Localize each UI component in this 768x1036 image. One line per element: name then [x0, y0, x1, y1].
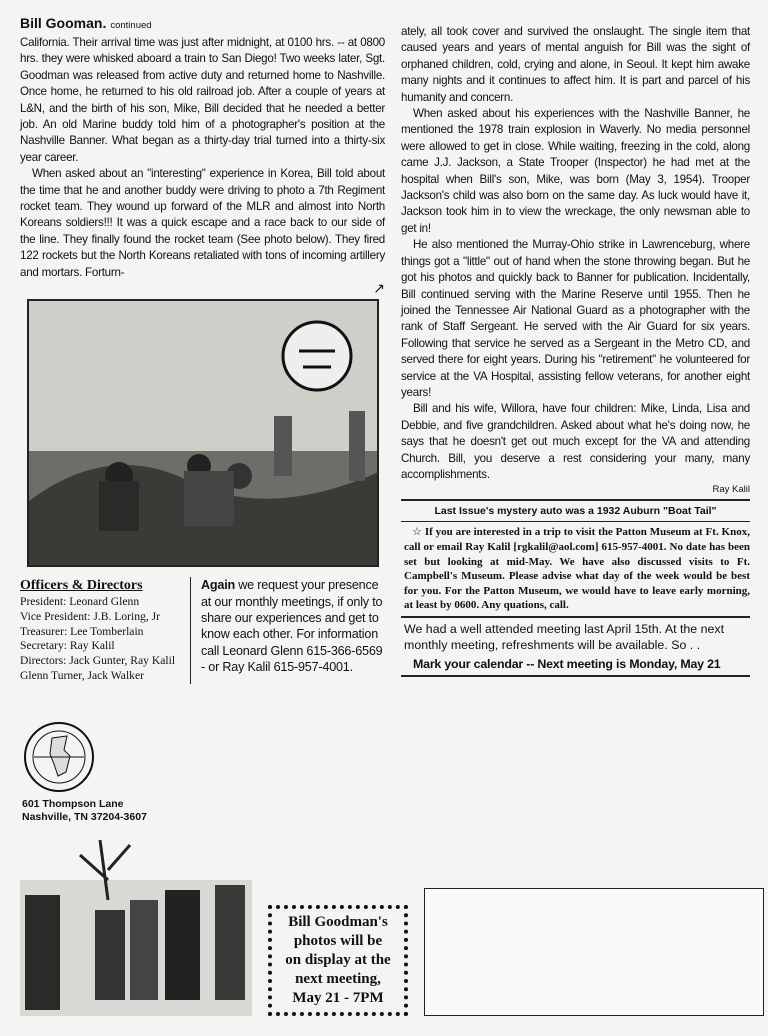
address	[22, 798, 750, 824]
request-text: we request your presence at our monthly meetings, if only to share our experiences and get to know each other. For information call Leonard Glenn 615-366-6569 - or Ray Kalil 615-957-4001.	[201, 578, 383, 675]
paragraph: He also mentioned the Murray-Ohio strike in Lawrenceburg, where things got a "little" out of hand when the stone throwing began. But he got his photos and quickly back to Banner for publication. Incidentally, Bill continued serving with the Marine Reserve until 1955. Then he joined the Tennessee Air National Guard as a photographer with the rank of Staff Sergeant. He served with the Air Guard for six years. Following that service he served as a Sergeant in the Metro CD, and served there for eight years. During his "retirement" he volunteered for service at the VA Hospital, assisting fellow veterans, for another eight years!	[401, 238, 750, 399]
rocket-team-photo	[27, 299, 379, 567]
continued-label: continued	[110, 20, 152, 31]
mystery-auto-note: Last Issue's mystery auto was a 1932 Auburn "Boat Tail"	[434, 505, 717, 518]
notice-line: May 21 - 7PM	[292, 989, 384, 1006]
bottom-row	[20, 840, 750, 1016]
paragraph: Bill and his wife, Willora, have four children: Mike, Linda, Lisa and Debbie, and five grandchildren. Asked about what he's doing now, he says that he doesn't get out much except for the VA and attending Church. Bill, you deserve a rest considering your many, many accomplishments.	[401, 402, 750, 481]
officers-and-request	[20, 577, 385, 684]
notice-line: photos will be	[293, 932, 383, 949]
officers-block	[20, 577, 180, 684]
paragraph: ately, all took cover and survived the onslaught. The single item that caused years and years of mental anguish for Bill was the sight of orphaned children, cold, crying and alone, in Seoul. It kept him awake many nights and it continues to affect him. It is part and parcel of his humanity and concern.	[401, 25, 750, 104]
article-title	[20, 14, 385, 35]
officer-line: Glenn Turner, Jack Walker	[20, 669, 144, 683]
marines-photo	[20, 840, 252, 1016]
officer-line: Vice President: J.B. Loring, Jr	[20, 609, 161, 623]
photo-display-notice	[268, 905, 408, 1016]
divider	[401, 675, 750, 677]
korea-map-seal-icon	[22, 720, 96, 794]
patton-text: If you are interested in a trip to visit the Patton Museum at Ft. Knox, call or email Ray Kalil [rgkalil@aol.com] 615-957-4001. No date has been set but looking at mid-May. We have also discussed visits to Ft. Campbell's Museum. Please advise what day of the week would be best for you. For the Patton Museum, we would have to leave early morning, at least by 0600. Any quations, call.	[404, 526, 750, 612]
officers-heading: Officers & Directors	[20, 578, 143, 594]
title-text: Bill Gooman.	[20, 15, 107, 31]
mailing-label-box	[424, 888, 764, 1016]
photo-illustration	[20, 840, 252, 1016]
divider	[401, 499, 750, 501]
officers-list	[20, 595, 180, 684]
notice-line: on display at the	[285, 951, 391, 968]
left-column	[20, 14, 385, 684]
next-meeting-callout: Mark your calendar -- Next meeting is Monday, May 21	[413, 656, 721, 671]
address-line1: 601 Thompson Lane	[22, 797, 124, 810]
officer-line: Directors: Jack Gunter, Ray Kalil	[20, 654, 176, 668]
paragraph: California. Their arrival time was just after midnight, at 0100 hrs. -- at 0800 hrs. they were whisked aboard a train to San Diego! Two weeks later, Sgt. Goodman was released from active duty and returned home to Nashville. Once home, he returned to his old railroad job. After a couple of years at L&N, and the birth of his son, Mike, Bill decided that he needed a better job. An old Marine buddy told him of a photographer's position at the Nashville Banner. What began as a thirty-day trial turned into a thirty-six year career.	[20, 36, 385, 164]
paragraph: When asked about his experiences with the Nashville Banner, he mentioned the 1978 train explosion in Waverly. No media personnel were allowed to get in close. While waiting, freezing in the cold, along came J.J. Jackson, a State Trooper (Inspector) he had met at the hospital when Bill's son, Mike, was born (May 3, 1954). Trooper Jackson's child was also born on the same day. As luck would have it, Jackson took him in to view the wreckage, the only newsman able to get in!	[401, 107, 750, 235]
article-left-column	[20, 35, 385, 281]
article-right-column	[401, 24, 750, 483]
kwva-logo	[22, 720, 96, 794]
notice-line: Bill Goodman's	[288, 913, 388, 930]
address-line2: Nashville, TN 37204-3607	[22, 810, 147, 823]
request-lead: Again	[201, 578, 235, 593]
meeting-request	[201, 577, 385, 684]
photo-illustration	[29, 301, 379, 567]
star-icon: ☆	[412, 526, 425, 539]
top-section	[20, 14, 750, 684]
paragraph: When asked about an "interesting" experience in Korea, Bill told about the time that he and another buddy were driving to photo a 7th Regiment rocket team. They wound up forward of the MLR and almost into North Koreans soldiers!!! It was a quick escape and a race back to our side of the line. They finally found the rocket team (See photo below). They fired 122 rockets but the North Koreans retaliated with tons of incoming artillery and mortars. Forturn-	[20, 167, 385, 279]
vertical-divider	[190, 577, 191, 684]
officer-line: President: Leonard Glenn	[20, 595, 140, 609]
notice-line: next meeting,	[295, 970, 381, 987]
right-column	[401, 14, 750, 680]
meeting-note: We had a well attended meeting last April 15th. At the next monthly meeting, refreshments will be available. So . .	[404, 621, 725, 653]
bottom-section	[20, 720, 750, 1016]
officer-line: Secretary: Ray Kalil	[20, 639, 115, 653]
continue-arrow-icon: ↗	[373, 280, 385, 297]
divider	[401, 616, 750, 618]
byline: Ray Kalil	[712, 484, 750, 496]
patton-museum-notice	[401, 525, 750, 613]
officer-line: Treasurer: Lee Tomberlain	[20, 624, 144, 638]
divider	[401, 521, 750, 522]
